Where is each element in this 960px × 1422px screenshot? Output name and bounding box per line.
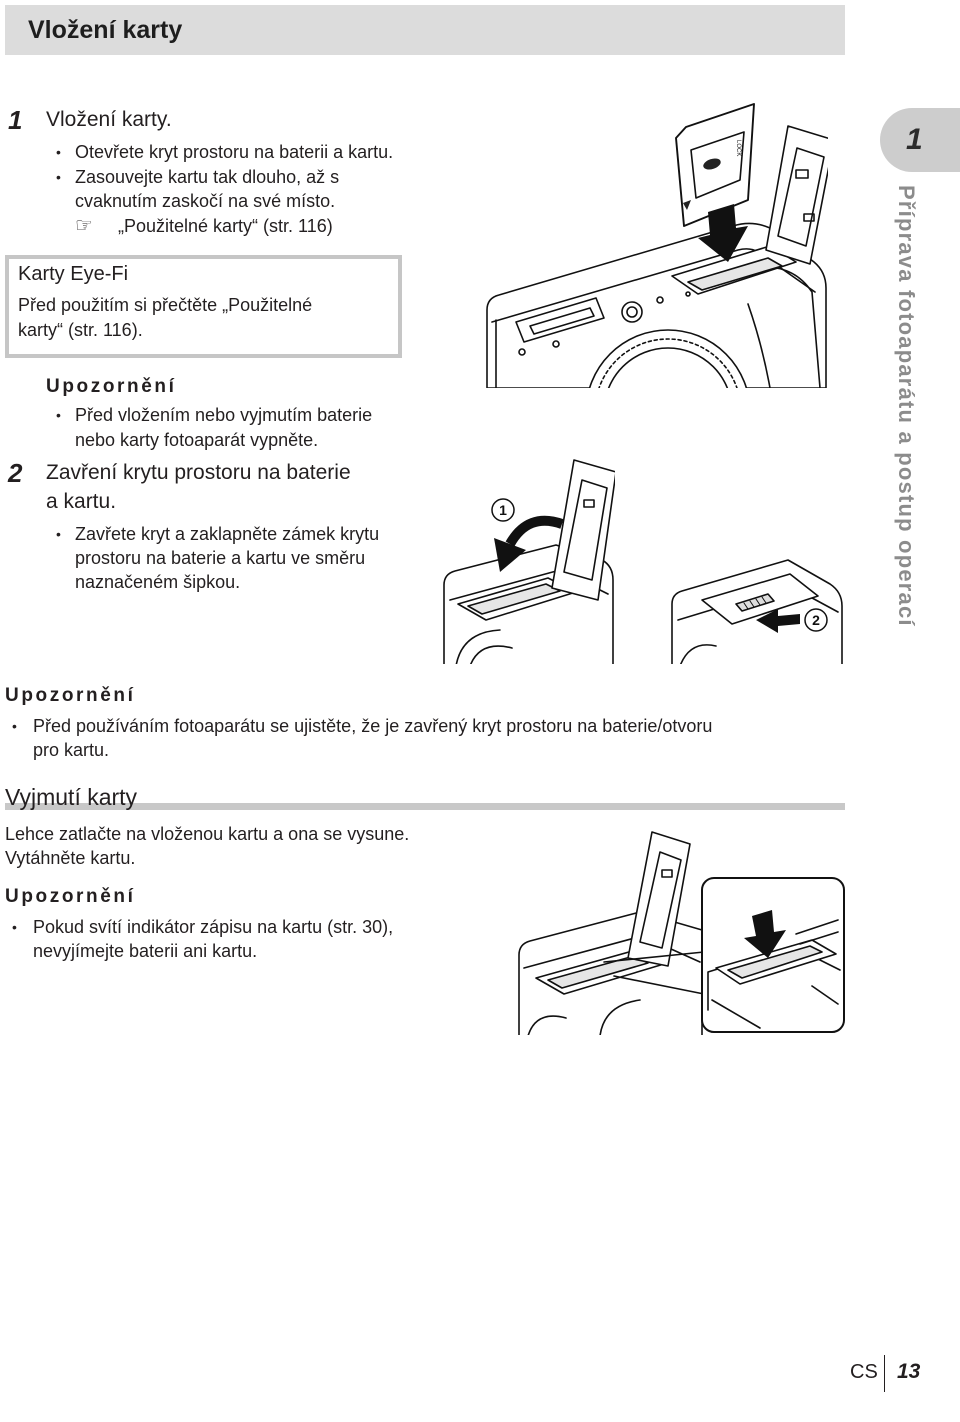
step-2-number: 2 <box>8 458 23 488</box>
page-number: 13 <box>897 1360 921 1383</box>
step-1-bullet-2-line-1: Zasouvejte kartu tak dlouho, až s <box>75 167 340 187</box>
zoom-inset <box>702 878 844 1032</box>
step-1-bullet-2-line-2: cvaknutím zaskočí na své místo. <box>75 191 336 211</box>
section-header-bar <box>5 5 845 55</box>
step-2-bullet-line-3: naznačeném šipkou. <box>75 572 241 592</box>
caution-heading-1: Upozornění <box>46 376 177 397</box>
step-1-number: 1 <box>8 105 23 135</box>
card-removal-illustration <box>515 825 850 1035</box>
chapter-tab <box>880 108 960 172</box>
eyefi-note-line-1: Před použitím si přečtěte „Použitelné <box>18 295 313 315</box>
step-2-title-line-2: a kartu. <box>46 490 117 513</box>
callout-2 <box>805 609 827 631</box>
step-2-title-line-1: Zavření krytu prostoru na baterie <box>46 461 351 484</box>
eyefi-note-line-2: karty“ (str. 116). <box>18 320 143 340</box>
caution-3-line-1: Pokud svítí indikátor zápisu na kartu (str. 30), <box>33 917 394 937</box>
caution-2-line-2: pro kartu. <box>33 740 110 760</box>
callout-1 <box>492 499 514 521</box>
footer-language: CS <box>850 1361 878 1383</box>
bullet-marker <box>56 140 61 164</box>
caution-heading-3: Upozornění <box>5 886 136 907</box>
removal-line-1: Lehce zatlačte na vloženou kartu a ona se vysune. <box>5 824 410 844</box>
reference-hand-icon <box>75 212 93 238</box>
chapter-number: 1 <box>906 123 923 156</box>
step-2-bullet-line-2: prostoru na baterie a kartu ve směru <box>75 548 366 568</box>
lock-door-illustration <box>668 540 846 664</box>
bullet-marker <box>56 522 61 546</box>
eyefi-note-title: Karty Eye-Fi <box>18 263 129 285</box>
battery-door-open <box>766 126 828 264</box>
card-lock-label: LOCK <box>735 140 741 157</box>
bullet-marker <box>12 714 17 738</box>
close-door-illustration <box>440 452 615 664</box>
bullet-marker <box>12 915 17 939</box>
bullet-marker <box>56 165 61 189</box>
callout-1-number: 1 <box>499 502 507 518</box>
card-insertion-illustration <box>478 98 828 388</box>
caution-1-line-1: Před vložením nebo vyjmutím baterie <box>75 405 373 425</box>
reference-link-usable-cards[interactable]: „Použitelné karty“ (str. 116) <box>118 216 333 236</box>
memory-card <box>676 104 754 226</box>
footer-separator <box>884 1355 885 1392</box>
section-title: Vložení karty <box>28 16 183 44</box>
caution-3-line-2: nevyjímejte baterii ani kartu. <box>33 941 258 961</box>
caution-2-line-1: Před používáním fotoaparátu se ujistěte, že je zavřený kryt prostoru na baterie/otvoru <box>33 716 713 736</box>
bullet-marker <box>56 403 61 427</box>
caution-1-line-2: nebo karty fotoaparát vypněte. <box>75 430 319 450</box>
caution-heading-2: Upozornění <box>5 685 136 706</box>
chapter-label: Příprava fotoaparátu a postup operací <box>894 185 919 627</box>
step-1-bullet-1: Otevřete kryt prostoru na baterii a kartu. <box>75 142 394 162</box>
step-2-bullet-line-1: Zavřete kryt a zaklapněte zámek krytu <box>75 524 380 544</box>
callout-2-number: 2 <box>812 612 820 628</box>
removal-line-2: Vytáhněte kartu. <box>5 848 136 868</box>
removal-heading: Vyjmutí karty <box>5 784 138 810</box>
step-1-title: Vložení karty. <box>46 108 172 131</box>
